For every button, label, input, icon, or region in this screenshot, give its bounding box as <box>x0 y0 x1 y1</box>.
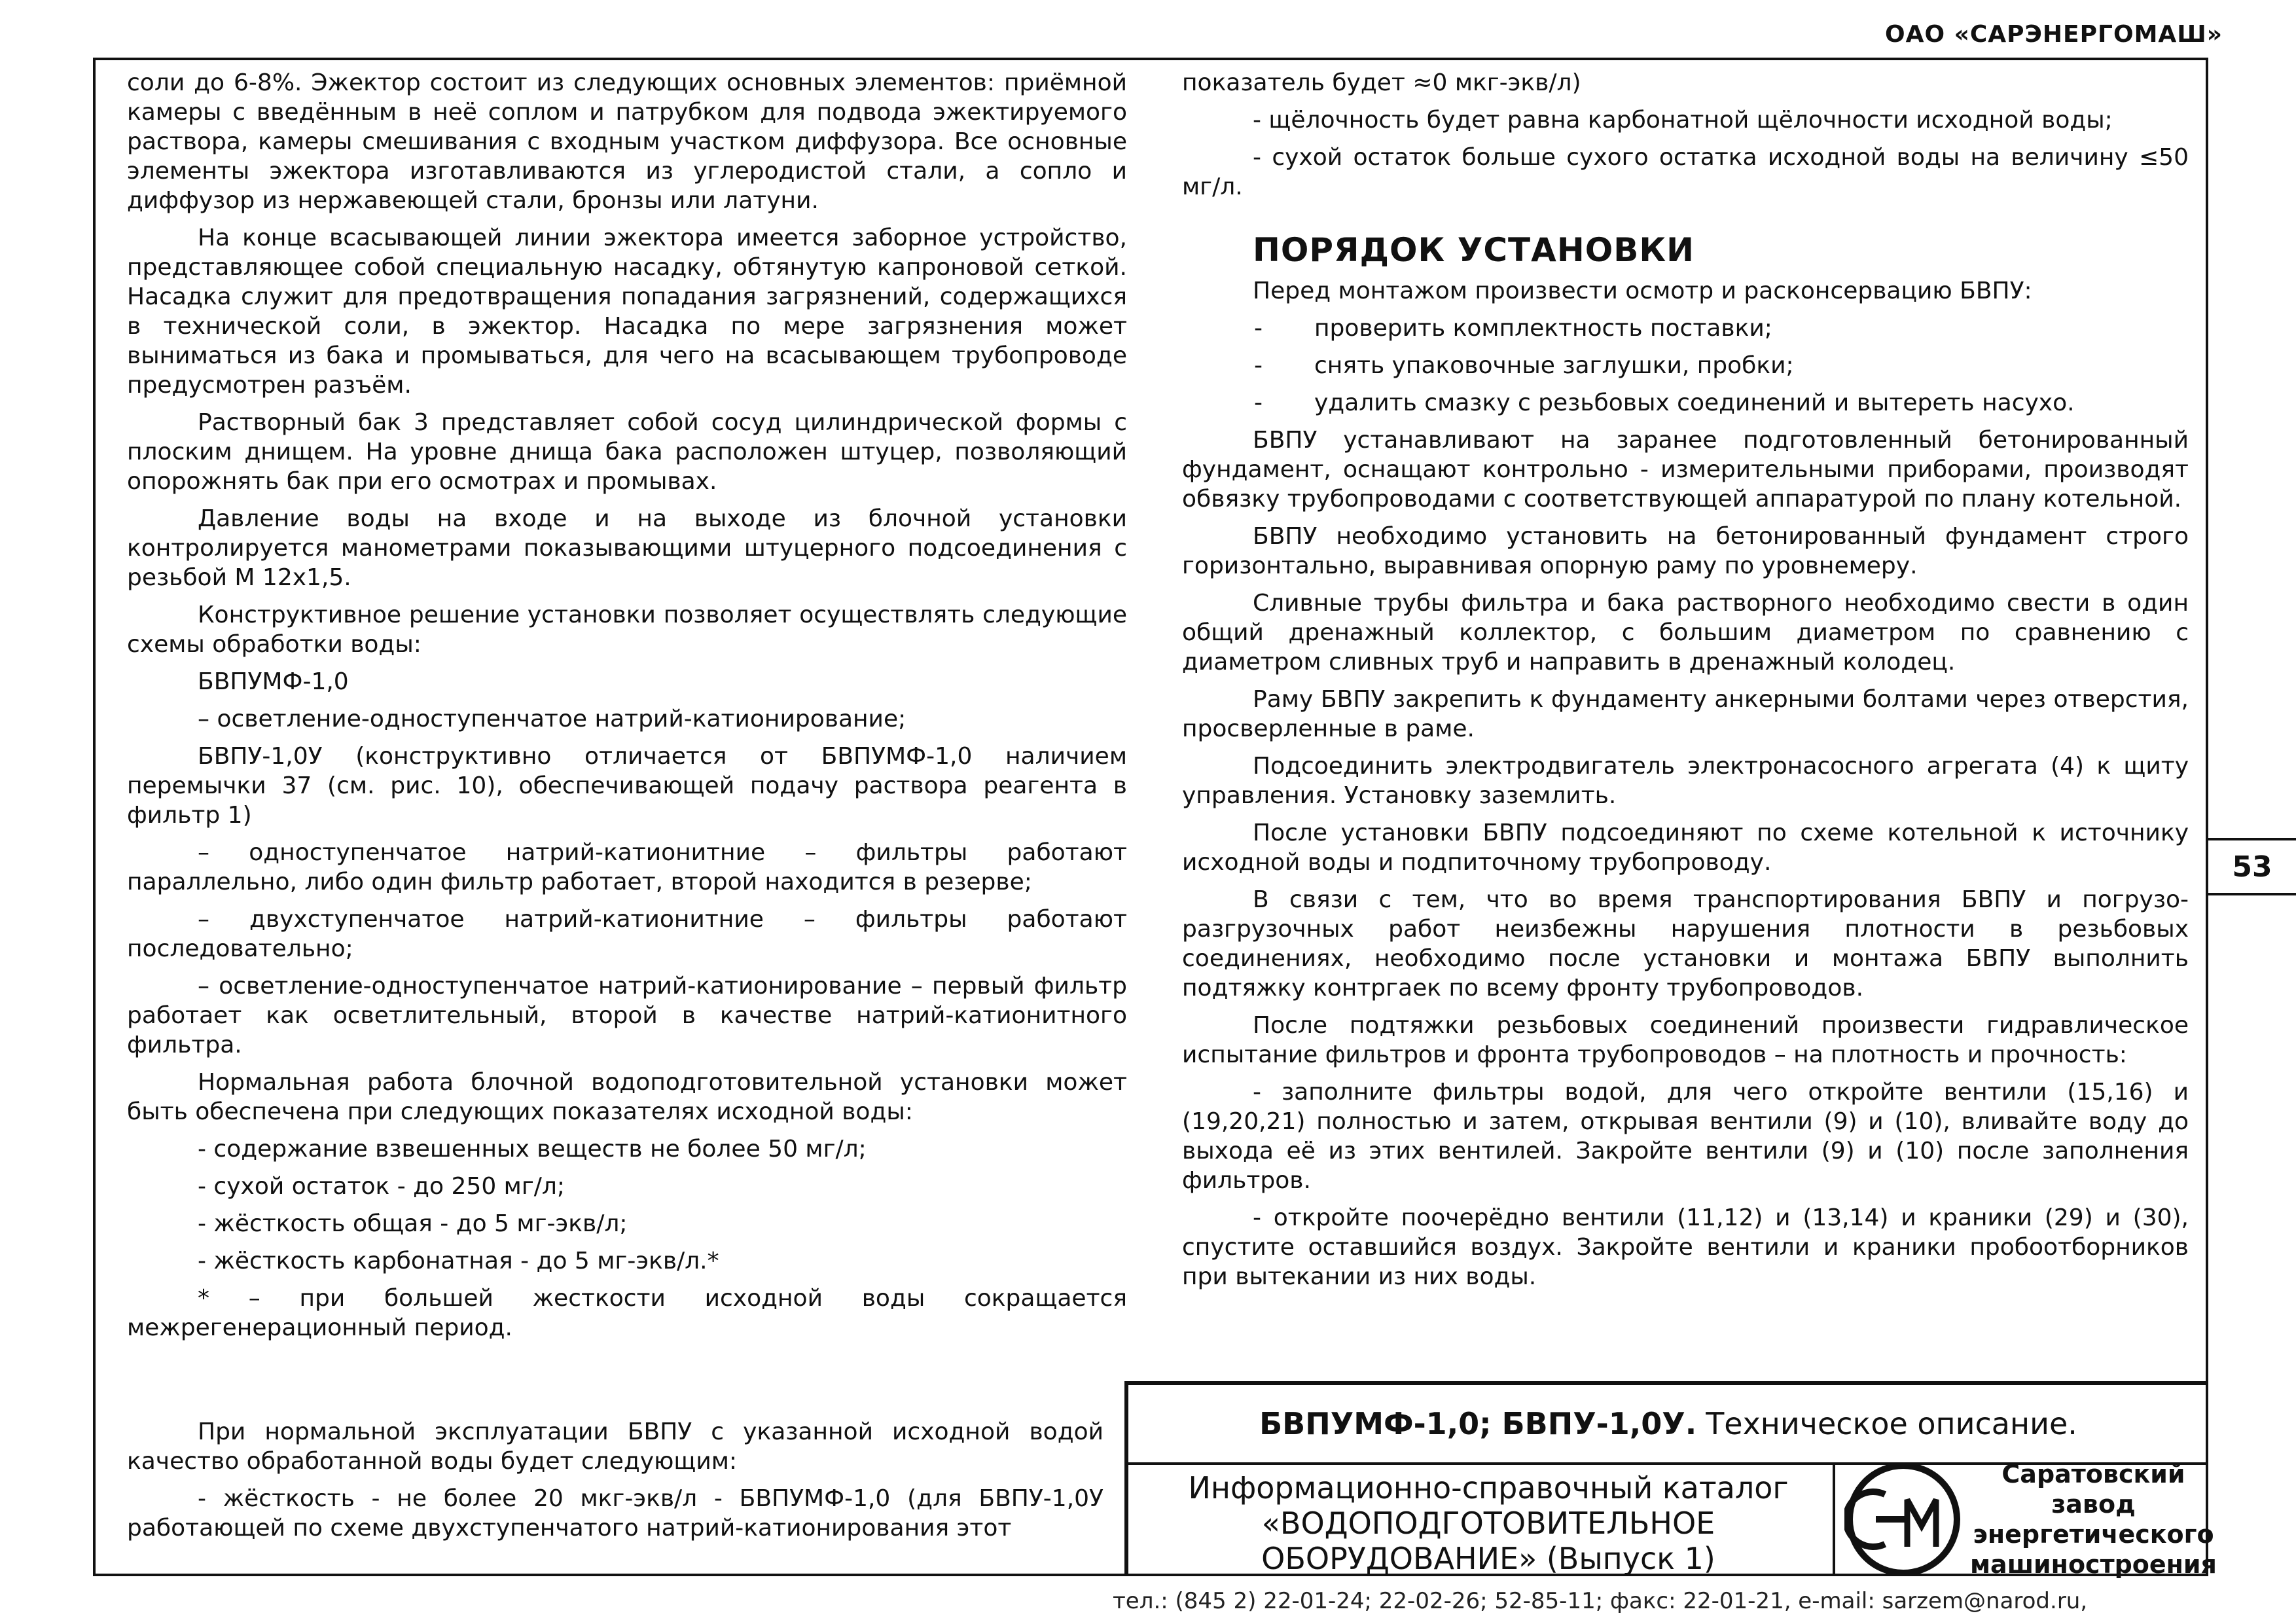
body-paragraph: Сливные трубы фильтра и бака растворного необходимо свести в один общий дренажный коллектор, с большим диаметром по сравнению с диаметром сливных труб и направить в дренажный колодец. <box>1182 590 2189 676</box>
contact-line: тел.: (845 2) 22-01-24; 22-02-26; 52-85-11; факс: 22-01-21, e-mail: sarzem@narod.ru, <box>1113 1588 2088 1614</box>
body-paragraph: БВПУ-1,0У (конструктивно отличается от БВПУМФ-1,0 наличием перемычки 37 (см. рис. 10), обеспечивающей подачу раствора реагента в фильтр 1) <box>127 743 1127 829</box>
section-heading: ПОРЯДОК УСТАНОВКИ <box>1253 231 1695 269</box>
body-paragraph: После установки БВПУ подсоединяют по схеме котельной к источнику исходной воды и подпиточному трубопроводу. <box>1182 820 2189 876</box>
body-paragraph: Конструктивное решение установки позволяет осуществлять следующие схемы обработки воды: <box>127 602 1127 658</box>
body-paragraph: На конце всасывающей линии эжектора имеется заборное устройство, представляющее собой специальную насадку, обтянутую капроновой сеткой. Насадка служит для предотвращения попадания загрязнений, содержащихся в технической соли, в эжектор. Насадка по мере загрязнения может выниматься из бака и промываться, для чего на всасывающем трубопроводе предусмотрен разъём. <box>127 225 1127 399</box>
body-paragraph: В связи с тем, что во время транспортирования БВПУ и погрузо-разгрузочных работ неизбежны нарушения плотности в резьбовых соединениях, необходимо после установки и монтажа БВПУ выполнить подтяжку контргаек по всему фронту трубопроводов. <box>1182 886 2189 1001</box>
company-name: ОАО «САРЭНЕРГОМАШ» <box>1884 21 2223 48</box>
list-item-marker: - <box>1254 352 1263 379</box>
body-paragraph: Раму БВПУ закрепить к фундаменту анкерными болтами через отверстия, просверленные в раме. <box>1182 686 2189 742</box>
body-paragraph: - жёсткость - не более 20 мкг-экв/л - БВПУМФ-1,0 (для БВПУ-1,0У работающей по схеме двухступенчатого натрий-катионирования этот <box>127 1485 1103 1542</box>
body-paragraph: - заполните фильтры водой, для чего откройте вентили (15,16) и (19,20,21) полностью и затем, открывая вентили (9) и (10), вливайте воду до выхода её из этих вентилей. Закройте вентили (9) и (10) после заполнения фильтров. <box>1182 1079 2189 1194</box>
document-title-models: БВПУМФ-1,0; БВПУ-1,0У. <box>1259 1406 1697 1441</box>
body-paragraph: БВПУМФ-1,0 <box>198 668 349 695</box>
manufacturer-name <box>1970 1459 2217 1579</box>
list-item-text: проверить комплектность поставки; <box>1314 315 1772 342</box>
list-item <box>1182 314 2189 343</box>
left-column <box>127 68 1127 1350</box>
list-item-marker: - <box>1254 389 1263 416</box>
page-number: 53 <box>2208 838 2296 895</box>
body-paragraph: При нормальной эксплуатации БВПУ с указанной исходной водой качество обработанной воды будет следующим: <box>127 1418 1103 1475</box>
body-paragraph: соли до 6-8%. Эжектор состоит из следующих основных элементов: приёмной камеры с введённым в неё соплом и патрубком для подвода эжектируемого раствора, камеры смешивания с входным участком диффузора. Все основные элементы эжектора изготавливаются из углеродистой стали, а сопло и диффузор из нержавеющей стали, бронзы или латуни. <box>127 69 1127 214</box>
body-paragraph: - сухой остаток больше сухого остатка исходной воды на величину ≤50 мг/л. <box>1182 144 2189 200</box>
body-paragraph: - щёлочность будет равна карбонатной щёлочности исходной воды; <box>1253 107 2113 134</box>
body-paragraph: Давление воды на входе и на выходе из блочной установки контролируется манометрами показывающими штуцерного подсоединения с резьбой М 12х1,5. <box>127 505 1127 591</box>
manufacturer-block <box>1833 1460 2217 1579</box>
body-paragraph: - сухой остаток - до 250 мг/л; <box>198 1173 565 1200</box>
manufacturer-line-2: энергетического <box>1973 1520 2214 1549</box>
body-paragraph: БВПУ устанавливают на заранее подготовленный бетонированный фундамент, оснащают контрольно - измерительными приборами, производят обвязку трубопроводами с соответствующей аппаратурой по плану котельной. <box>1182 427 2189 513</box>
body-paragraph: – осветление-одноступенчатое натрий-катионирование; <box>198 706 906 732</box>
section-intro: Перед монтажом произвести осмотр и расконсервацию БВПУ: <box>1253 278 2032 304</box>
plant-logo-icon <box>1844 1460 1962 1578</box>
document-title-type: Техническое описание. <box>1706 1406 2077 1441</box>
catalog-line-2: «ВОДОПОДГОТОВИТЕЛЬНОЕ <box>1261 1506 1715 1541</box>
body-paragraph: – осветление-одноступенчатое натрий-катионирование – первый фильтр работает как осветлительный, второй в качестве натрий-катионитного фильтра. <box>127 973 1127 1058</box>
body-paragraph: * – при большей жесткости исходной воды сокращается межрегенерационный период. <box>127 1285 1127 1341</box>
list-item-text: удалить смазку с резьбовых соединений и вытереть насухо. <box>1314 389 2075 416</box>
title-block <box>1124 1381 2217 1579</box>
manufacturer-line-3: машиностроения <box>1970 1550 2217 1579</box>
body-paragraph: Растворный бак 3 представляет собой сосуд цилиндрической формы с плоским днищем. На уровне днища бака расположен штуцер, позволяющий опорожнять бак при его осмотрах и промывах. <box>127 409 1127 495</box>
right-column <box>1182 68 2189 1299</box>
body-paragraph: - жёсткость общая - до 5 мг-экв/л; <box>198 1210 628 1237</box>
list-item <box>1182 388 2189 418</box>
body-paragraph: – двухступенчатое натрий-катионитние – фильтры работают последовательно; <box>127 906 1127 962</box>
body-paragraph: Нормальная работа блочной водоподготовительной установки может быть обеспечена при следующих показателях исходной воды: <box>127 1069 1127 1125</box>
catalog-line-1: Информационно-справочный каталог <box>1188 1470 1789 1506</box>
list-item-text: снять упаковочные заглушки, пробки; <box>1314 352 1794 379</box>
left-column-bottom <box>127 1417 1103 1551</box>
body-paragraph: - жёсткость карбонатная - до 5 мг-экв/л.* <box>198 1248 719 1274</box>
body-paragraph: После подтяжки резьбовых соединений произвести гидравлическое испытание фильтров и фронта трубопроводов – на плотность и прочность: <box>1182 1012 2189 1068</box>
list-item-marker: - <box>1254 315 1263 342</box>
body-paragraph: - содержание взвешенных веществ не более 50 мг/л; <box>198 1136 867 1163</box>
manufacturer-line-1: Саратовский завод <box>2001 1460 2185 1519</box>
catalog-line-3: ОБОРУДОВАНИЕ» (Выпуск 1) <box>1261 1541 1715 1576</box>
body-paragraph: Подсоединить электродвигатель электронасосного агрегата (4) к щиту управления. Установку заземлить. <box>1182 753 2189 809</box>
catalog-name <box>1141 1470 1835 1576</box>
list-item <box>1182 351 2189 380</box>
body-paragraph: - откройте поочерёдно вентили (11,12) и (13,14) и краники (29) и (30), спустите оставшийся воздух. Закройте вентили и краники пробоотборников при вытекании из них воды. <box>1182 1204 2189 1290</box>
body-paragraph: показатель будет ≈0 мкг-экв/л) <box>1182 69 1581 96</box>
document-title <box>1128 1385 2208 1465</box>
body-paragraph: – одноступенчатое натрий-катионитние – фильтры работают параллельно, либо один фильтр работает, второй находится в резерве; <box>127 839 1127 895</box>
body-paragraph: БВПУ необходимо установить на бетонированный фундамент строго горизонтально, выравнивая опорную раму по уровнемеру. <box>1182 523 2189 579</box>
